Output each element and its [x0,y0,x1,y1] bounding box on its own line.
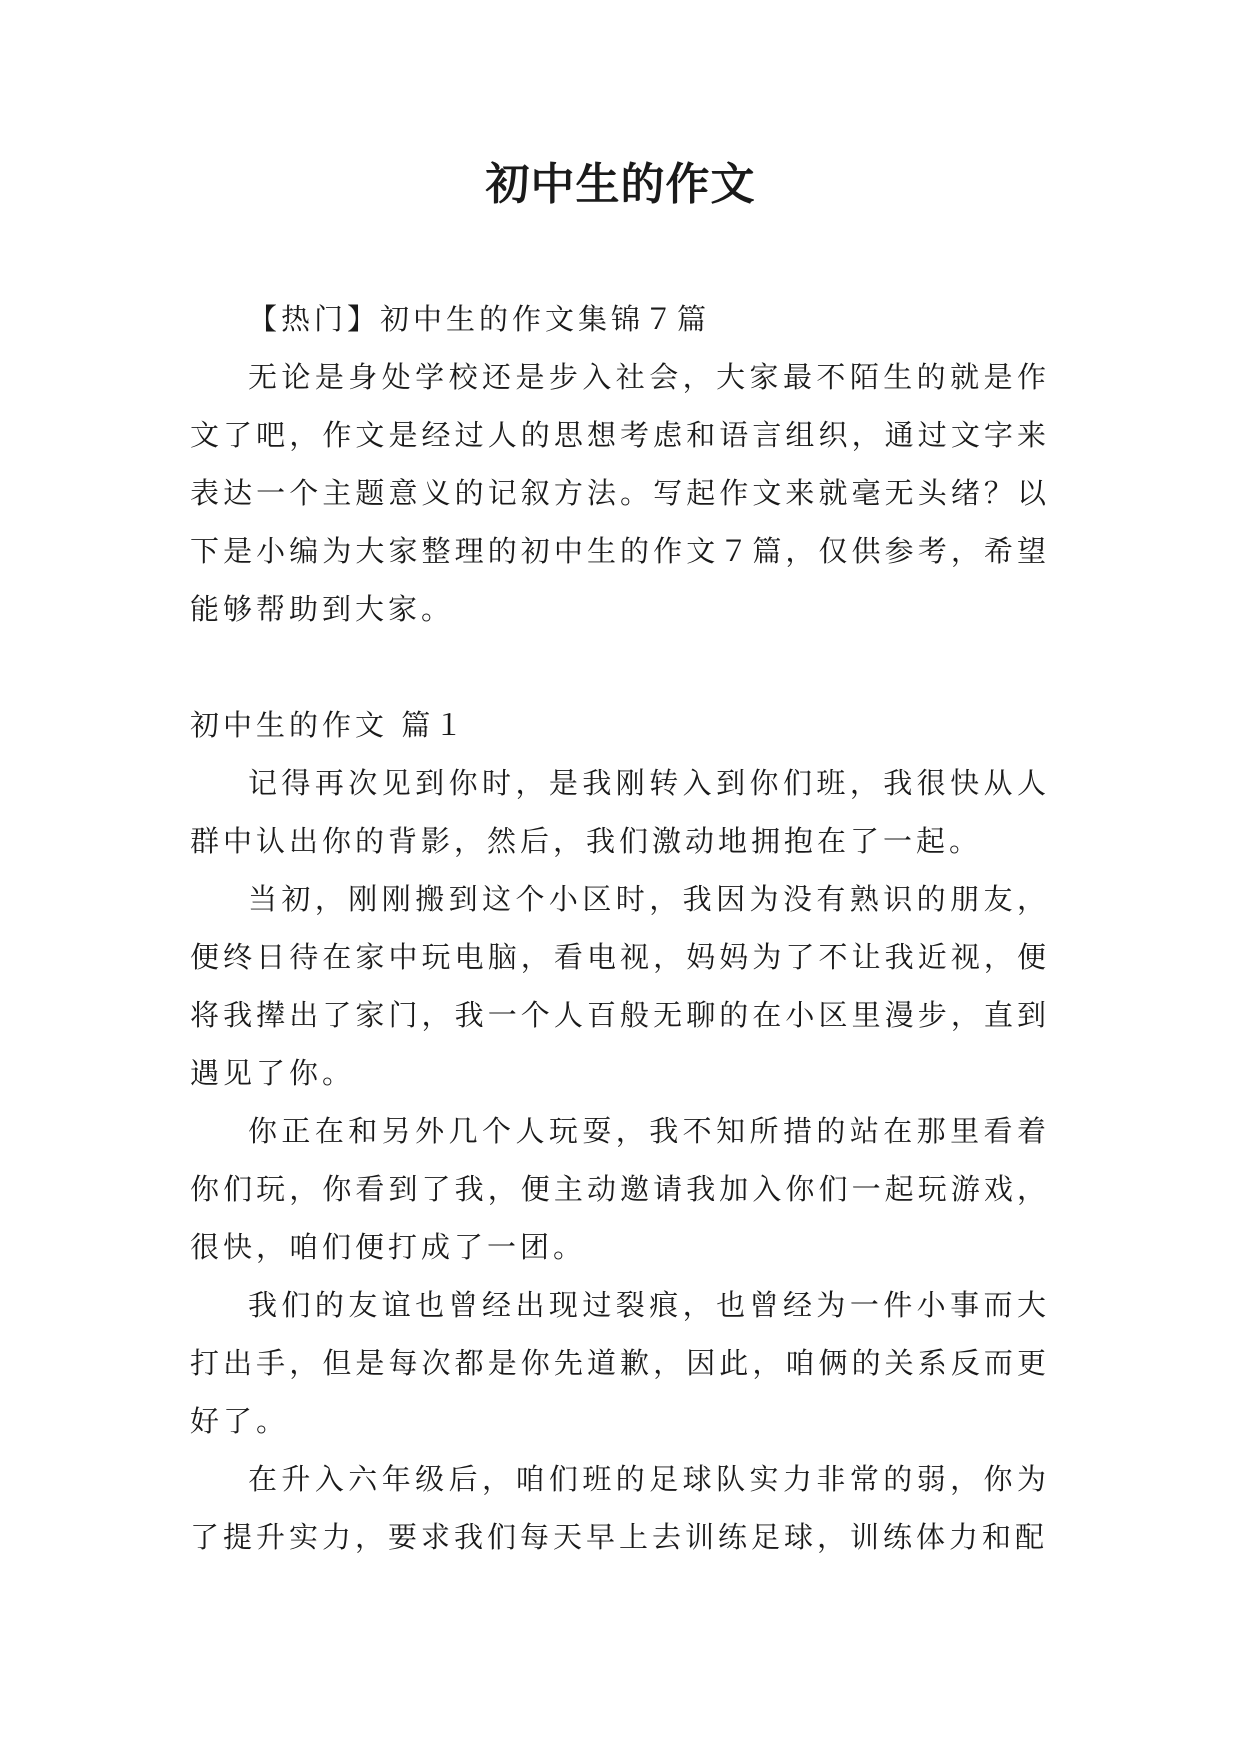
body-paragraph-5: 在升入六年级后，咱们班的足球队实力非常的弱，你为了提升实力，要求我们每天早上去训练足球，训练体力和配 [190,1462,1050,1554]
document-subtitle: 【热门】初中生的作文集锦７篇 [248,302,711,336]
document-body [190,290,1050,1566]
body-paragraph-2: 当初，刚刚搬到这个小区时，我因为没有熟识的朋友，便终日待在家中玩电脑，看电视，妈妈为了不让我近视，便将我撵出了家门，我一个人百般无聊的在小区里漫步，直到遇见了你。 [190,882,1050,1090]
body-paragraph-4: 我们的友谊也曾经出现过裂痕，也曾经为一件小事而大打出手，但是每次都是你先道歉，因此，咱俩的关系反而更好了。 [190,1288,1050,1438]
intro-paragraph: 无论是身处学校还是步入社会，大家最不陌生的就是作文了吧，作文是经过人的思想考虑和语言组织，通过文字来表达一个主题意义的记叙方法。写起作文来就毫无头绪？以下是小编为大家整理的初中生的作文７篇，仅供参考，希望能够帮助到大家。 [190,360,1050,626]
body-paragraph-3: 你正在和另外几个人玩耍，我不知所措的站在那里看着你们玩，你看到了我，便主动邀请我加入你们一起玩游戏，很快，咱们便打成了一团。 [190,1114,1050,1264]
body-paragraph-1: 记得再次见到你时，是我刚转入到你们班，我很快从人群中认出你的背影，然后，我们激动地拥抱在了一起。 [190,766,1050,858]
section-heading: 初中生的作文 篇１ [190,708,468,742]
document-title: 初中生的作文 [485,159,756,210]
